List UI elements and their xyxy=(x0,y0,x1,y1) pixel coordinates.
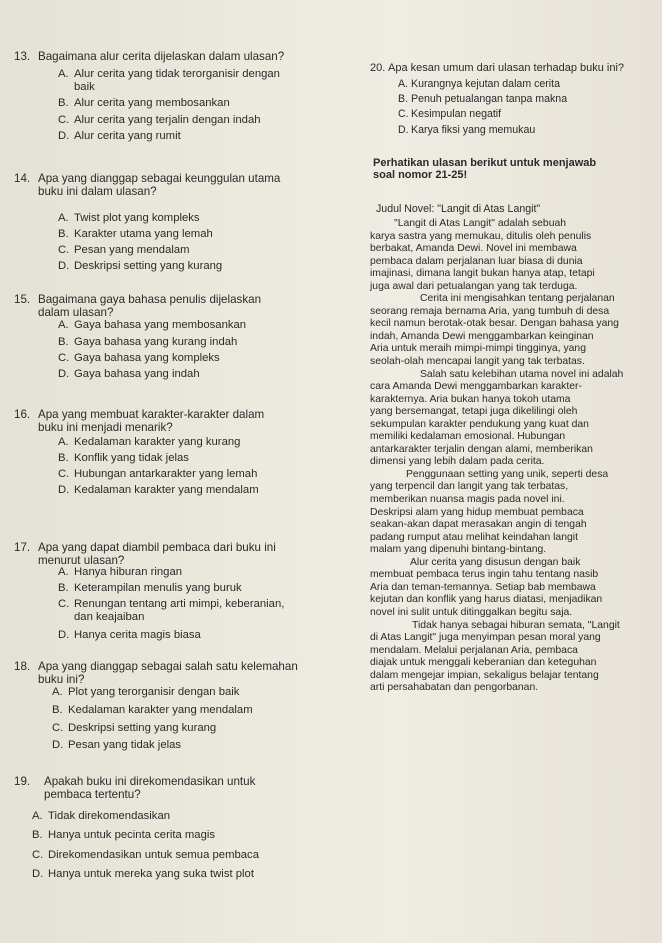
option-line: Hanya untuk mereka yang suka twist plot xyxy=(48,868,254,880)
option-text xyxy=(74,566,364,579)
option-letter: B. xyxy=(52,704,63,716)
question-number: 15. xyxy=(14,293,31,306)
option-line: Gaya bahasa yang kurang indah xyxy=(74,336,238,348)
option-text xyxy=(48,829,338,842)
option-text xyxy=(74,368,364,381)
review-line: memiliki kedalaman emosional. Hubungan xyxy=(370,431,566,443)
option-line: Kedalaman karakter yang kurang xyxy=(74,436,241,448)
review-line: membuat pembaca terus ingin tahu tentang nasib xyxy=(370,569,599,581)
question-line: buku ini? xyxy=(38,673,85,686)
review-line: kejutan dan konflik yang harus diatasi, menjadikan xyxy=(370,594,603,606)
review-title-text: Judul Novel: "Langit di Atas Langit" xyxy=(376,203,541,215)
review-line: arti persahabatan dan pengorbanan. xyxy=(370,682,539,694)
option-line: dan keajaiban xyxy=(74,610,145,623)
option-text xyxy=(48,810,338,823)
option-text xyxy=(411,93,662,105)
option-line: Kedalaman karakter yang mendalam xyxy=(74,484,259,496)
option-letter: A. xyxy=(398,78,409,90)
review-line: seorang remaja bernama Aria, yang tumbuh di desa xyxy=(370,305,610,317)
option-letter: D. xyxy=(58,484,70,496)
review-line: yang bersemangat, tetapi juga dikelilingi oleh xyxy=(370,406,578,418)
option-text xyxy=(48,868,338,881)
review-line: Aria dan teman-temannya. Setiap bab membawa xyxy=(370,581,596,593)
review-line: indah, Amanda Dewi menggambarkan keinginan xyxy=(370,330,594,342)
option-line: Kurangnya kejutan dalam cerita xyxy=(411,78,560,90)
review-line: kecil namun berotak-otak besar. Dengan bahasa yang xyxy=(370,318,619,330)
option-line: Plot yang terorganisir dengan baik xyxy=(68,686,240,698)
review-line: memberikan nuansa magis pada novel ini. xyxy=(370,494,565,506)
option-line: Alur cerita yang terjalin dengan indah xyxy=(74,114,261,126)
review-title xyxy=(376,203,662,216)
option-text xyxy=(411,108,662,120)
review-line: Salah satu kelebihan utama novel ini adalah xyxy=(420,368,624,380)
question-line: Apa yang membuat karakter-karakter dalam xyxy=(38,408,265,421)
review-line: Alur cerita yang disusun dengan baik xyxy=(410,556,581,568)
option-text xyxy=(74,68,364,93)
option-line: Tidak direkomendasikan xyxy=(48,810,171,822)
question-line: dalam ulasan? xyxy=(38,306,114,319)
option-line: Gaya bahasa yang membosankan xyxy=(74,319,247,331)
option-letter: D. xyxy=(58,368,70,380)
review-line: "Langit di Atas Langit" adalah sebuah xyxy=(394,218,567,229)
option-line: Penuh petualangan tanpa makna xyxy=(411,93,568,105)
question-line: Bagaimana gaya bahasa penulis dijelaskan xyxy=(38,293,262,306)
question-text xyxy=(38,660,353,686)
review-line: antarkarakter terjalin dengan alami, memberikan xyxy=(370,443,593,455)
option-letter: A. xyxy=(58,436,69,448)
review-line: Cerita ini mengisahkan tentang perjalanan xyxy=(420,293,615,305)
review-line: dimensi yang lebih dalam pada cerita. xyxy=(370,456,545,468)
option-text xyxy=(74,114,364,127)
question-number: 19. xyxy=(14,775,31,788)
option-letter: D. xyxy=(32,868,44,880)
option-letter: A. xyxy=(58,68,69,80)
review-line: cara Amanda Dewi menggambarkan karakter- xyxy=(370,381,582,393)
option-line: Deskripsi setting yang kurang xyxy=(74,260,223,272)
option-line: baik xyxy=(74,80,95,93)
option-line: Kesimpulan negatif xyxy=(411,108,502,120)
question-line: Apa yang dianggap sebagai salah satu kelemahan xyxy=(38,660,298,673)
option-letter: C. xyxy=(58,244,70,256)
option-line: Deskripsi setting yang kurang xyxy=(68,722,217,734)
option-text xyxy=(48,849,338,862)
option-text xyxy=(68,686,358,699)
option-letter: B. xyxy=(398,93,409,105)
question-text xyxy=(44,775,359,801)
question-text xyxy=(38,293,353,319)
option-letter: C. xyxy=(398,108,409,120)
review-line: seolah-olah mencapai langit yang tak terbatas. xyxy=(370,356,585,368)
review-line: sekumpulan karakter pendukung yang kuat dan xyxy=(370,418,589,430)
option-letter: D. xyxy=(58,260,70,272)
review-line: novel ini sulit untuk ditinggalkan begitu saja. xyxy=(370,606,573,618)
question-number: 16. xyxy=(14,408,31,421)
option-letter: A. xyxy=(32,810,43,822)
option-line: Hanya untuk pecinta cerita magis xyxy=(48,829,216,841)
option-text xyxy=(74,484,364,497)
review-line: karakternya. Aria bukan hanya tokoh utama xyxy=(370,393,571,405)
instruction-heading xyxy=(373,157,596,182)
question-number: 14. xyxy=(14,172,31,185)
review-line: Deskripsi alam yang hidup membuat pembaca xyxy=(370,506,584,518)
option-line: Gaya bahasa yang indah xyxy=(74,368,200,380)
option-text xyxy=(68,739,358,752)
question-number: 18. xyxy=(14,660,31,673)
review-line: di Atas Langit" juga menyimpan pesan moral yang xyxy=(370,632,601,644)
question-line: buku ini menjadi menarik? xyxy=(38,421,173,434)
question-text xyxy=(388,62,660,74)
option-text xyxy=(74,436,364,449)
option-text xyxy=(74,212,364,225)
option-letter: D. xyxy=(398,124,409,136)
option-text xyxy=(74,97,364,110)
question-line: Bagaimana alur cerita dijelaskan dalam ulasan? xyxy=(38,50,285,63)
option-text xyxy=(74,336,364,349)
option-text xyxy=(74,629,364,642)
instruction-line: Perhatikan ulasan berikut untuk menjawab xyxy=(373,157,597,169)
question-line: menurut ulasan? xyxy=(38,554,125,567)
option-text xyxy=(68,704,358,717)
option-text xyxy=(74,260,364,273)
review-line: malam yang dipenuhi bintang-bintang. xyxy=(370,544,547,556)
option-text xyxy=(74,130,364,143)
question-text xyxy=(38,541,353,567)
option-text xyxy=(411,124,662,136)
review-body xyxy=(370,218,658,695)
review-line: Tidak hanya sebagai hiburan semata, "Langit xyxy=(412,619,620,631)
option-letter: B. xyxy=(32,829,43,841)
option-line: Kedalaman karakter yang mendalam xyxy=(68,704,253,716)
option-line: Hanya cerita magis biasa xyxy=(74,629,201,641)
option-line: Twist plot yang kompleks xyxy=(74,212,200,224)
option-text xyxy=(74,452,364,465)
option-letter: C. xyxy=(58,114,70,126)
review-line: Aria untuk meraih mimpi-mimpi tingginya, yang xyxy=(370,343,586,355)
option-line: Karya fiksi yang memukau xyxy=(411,124,536,136)
option-letter: A. xyxy=(58,212,69,224)
option-letter: A. xyxy=(58,319,69,331)
question-line: buku ini dalam ulasan? xyxy=(38,185,157,198)
review-line: imajinasi, dimana langit bukan hanya atap, tetapi xyxy=(370,268,595,280)
option-text xyxy=(74,352,364,365)
option-letter: B. xyxy=(58,336,69,348)
option-letter: B. xyxy=(58,582,69,594)
option-text xyxy=(74,319,364,332)
option-letter: C. xyxy=(58,352,70,364)
option-line: Direkomendasikan untuk semua pembaca xyxy=(48,849,259,861)
question-number: 17. xyxy=(14,541,31,554)
question-line: pembaca tertentu? xyxy=(44,788,141,801)
option-letter: C. xyxy=(32,849,44,861)
option-letter: A. xyxy=(52,686,63,698)
option-line: Renungan tentang arti mimpi, keberanian, xyxy=(74,598,285,610)
review-line: padang rumput atau melihat keindahan langit xyxy=(370,531,578,543)
option-line: Alur cerita yang rumit xyxy=(74,130,181,142)
option-letter: B. xyxy=(58,228,69,240)
option-text xyxy=(74,468,364,481)
question-text xyxy=(38,408,353,434)
question-number: 20. xyxy=(370,62,386,74)
review-line: dalam mengejar impian, sekaligus belajar tentang xyxy=(370,669,599,681)
review-line: juga awal dari petualangan yang tak terduga. xyxy=(370,280,578,292)
review-line: Penggunaan setting yang unik, seperti desa xyxy=(406,468,609,480)
option-text xyxy=(74,228,364,241)
option-line: Alur cerita yang tidak terorganisir dengan xyxy=(74,68,280,80)
option-line: Gaya bahasa yang kompleks xyxy=(74,352,220,364)
option-letter: A. xyxy=(58,566,69,578)
review-line: yang terpencil dan langit yang tak terbatas, xyxy=(370,481,569,493)
option-line: Hanya hiburan ringan xyxy=(74,566,183,578)
option-text xyxy=(411,78,662,90)
question-line: Apakah buku ini direkomendasikan untuk xyxy=(44,775,256,788)
review-line: mendalam. Melalui perjalanan Aria, pembaca xyxy=(370,644,578,656)
option-line: Keterampilan menulis yang buruk xyxy=(74,582,242,594)
question-text xyxy=(38,172,353,198)
option-text xyxy=(74,598,364,623)
question-text xyxy=(38,50,353,63)
option-line: Pesan yang tidak jelas xyxy=(68,739,182,751)
question-line: Apa kesan umum dari ulasan terhadap buku ini? xyxy=(388,62,625,74)
option-letter: B. xyxy=(58,97,69,109)
option-line: Karakter utama yang lemah xyxy=(74,228,213,240)
option-letter: B. xyxy=(58,452,69,464)
option-text xyxy=(74,582,364,595)
option-line: Konflik yang tidak jelas xyxy=(74,452,189,464)
option-letter: D. xyxy=(52,739,64,751)
option-letter: D. xyxy=(58,130,70,142)
option-line: Alur cerita yang membosankan xyxy=(74,97,230,109)
review-line: karya sastra yang memukau, ditulis oleh penulis xyxy=(370,230,592,242)
option-letter: D. xyxy=(58,629,70,641)
question-line: Apa yang dianggap sebagai keunggulan utama xyxy=(38,172,281,185)
option-text xyxy=(74,244,364,257)
question-number: 13. xyxy=(14,50,31,63)
option-line: Pesan yang mendalam xyxy=(74,244,190,256)
instruction-line: soal nomor 21-25! xyxy=(373,169,468,182)
review-line: diajak untuk menggali keberanian dan keteguhan xyxy=(370,657,597,669)
review-line: seakan-akan dapat merasakan angin di tengah xyxy=(370,519,587,531)
review-line: berbakat, Amanda Dewi. Novel ini membawa xyxy=(370,243,577,255)
option-letter: C. xyxy=(58,598,70,610)
review-line: pembaca dalam perjalanan luar biasa di dunia xyxy=(370,255,583,267)
option-letter: C. xyxy=(58,468,70,480)
option-letter: C. xyxy=(52,722,64,734)
option-text xyxy=(68,722,358,735)
option-line: Hubungan antarkarakter yang lemah xyxy=(74,468,258,480)
question-line: Apa yang dapat diambil pembaca dari buku ini xyxy=(38,541,276,554)
